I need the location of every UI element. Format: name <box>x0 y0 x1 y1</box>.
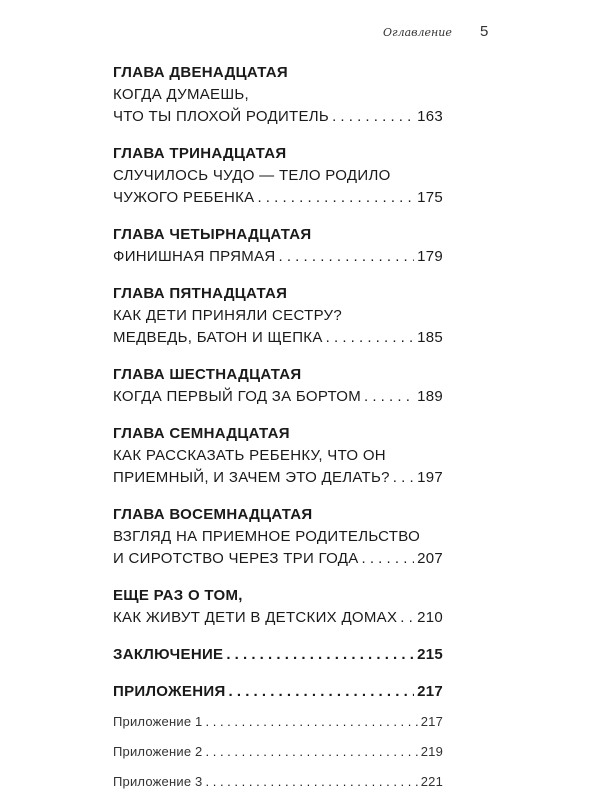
appendix-label: Приложение 2 <box>113 744 203 759</box>
chapter-heading: ЕЩЕ РАЗ О ТОМ, <box>113 587 243 604</box>
toc-entry-appendices <box>113 681 443 703</box>
chapter-title-line: ПРИЕМНЫЙ, И ЗАЧЕМ ЭТО ДЕЛАТЬ? <box>113 469 390 486</box>
chapter-title-line: ВЗГЛЯД НА ПРИЕМНОЕ РОДИТЕЛЬСТВО <box>113 528 421 545</box>
dot-leader <box>362 548 415 570</box>
dot-leader <box>393 467 414 489</box>
page-ref: 207 <box>417 550 443 567</box>
toc-entry-chapter-15 <box>113 283 443 349</box>
page-ref: 175 <box>417 189 443 206</box>
dot-leader <box>400 607 414 629</box>
dot-leader <box>326 327 414 349</box>
dot-leader <box>279 246 415 268</box>
appendix-label: Приложение 3 <box>113 774 203 789</box>
appendix-label: Приложение 1 <box>113 714 203 729</box>
chapter-title-line: ЧТО ТЫ ПЛОХОЙ РОДИТЕЛЬ <box>113 108 330 125</box>
chapter-heading: ГЛАВА ВОСЕМНАДЦАТАЯ <box>113 506 313 523</box>
toc-entry-appendix-2 <box>113 741 443 763</box>
dot-leader <box>206 771 418 793</box>
chapter-title-line: КОГДА ПЕРВЫЙ ГОД ЗА БОРТОМ <box>113 388 362 405</box>
toc-entry-chapter-18 <box>113 504 443 570</box>
chapter-heading: ГЛАВА ПЯТНАДЦАТАЯ <box>113 285 288 302</box>
page-ref: 215 <box>417 646 443 663</box>
page-number: 5 <box>480 23 489 40</box>
page-ref: 179 <box>417 248 443 265</box>
dot-leader <box>332 106 414 128</box>
page-ref: 217 <box>417 683 443 700</box>
dot-leader <box>229 681 415 703</box>
toc-entry-chapter-14 <box>113 224 443 268</box>
chapter-heading: ГЛАВА ШЕСТНАДЦАТАЯ <box>113 366 302 383</box>
page-ref: 217 <box>420 714 443 729</box>
toc-entry-chapter-16 <box>113 364 443 408</box>
dot-leader <box>206 711 418 733</box>
chapter-title-line: И СИРОТСТВО ЧЕРЕЗ ТРИ ГОДА <box>113 550 359 567</box>
toc-entry-chapter-12 <box>113 62 443 128</box>
chapter-title-line: МЕДВЕДЬ, БАТОН И ЩЕПКА <box>113 329 323 346</box>
dot-leader <box>226 644 414 666</box>
page-ref: 163 <box>417 108 443 125</box>
chapter-title-line: КАК РАССКАЗАТЬ РЕБЕНКУ, ЧТО ОН <box>113 447 386 464</box>
page-ref: 219 <box>420 744 443 759</box>
page-ref: 221 <box>420 774 443 789</box>
appendices-heading: ПРИЛОЖЕНИЯ <box>113 683 226 700</box>
dot-leader <box>257 187 414 209</box>
chapter-heading: ГЛАВА ТРИНАДЦАТАЯ <box>113 145 287 162</box>
toc-entry-appendix-3 <box>113 771 443 793</box>
toc-entry-chapter-17 <box>113 423 443 489</box>
table-of-contents <box>113 62 443 801</box>
page-ref: 210 <box>417 609 443 626</box>
toc-entry-chapter-13 <box>113 143 443 209</box>
chapter-heading: ГЛАВА СЕМНАДЦАТАЯ <box>113 425 290 442</box>
toc-entry-orphanages <box>113 585 443 629</box>
chapter-heading: ГЛАВА ДВЕНАДЦАТАЯ <box>113 64 288 81</box>
page-ref: 185 <box>417 329 443 346</box>
running-header: Оглавление <box>383 26 452 39</box>
chapter-title-line: КАК ДЕТИ ПРИНЯЛИ СЕСТРУ? <box>113 307 343 324</box>
page-ref: 197 <box>417 469 443 486</box>
chapter-title-line: КАК ЖИВУТ ДЕТИ В ДЕТСКИХ ДОМАХ <box>113 609 398 626</box>
dot-leader <box>364 386 414 408</box>
chapter-heading: ГЛАВА ЧЕТЫРНАДЦАТАЯ <box>113 226 312 243</box>
conclusion-heading: ЗАКЛЮЧЕНИЕ <box>113 646 224 663</box>
chapter-title-line: КОГДА ДУМАЕШЬ, <box>113 86 250 103</box>
chapter-title-line: ЧУЖОГО РЕБЕНКА <box>113 189 255 206</box>
dot-leader <box>206 741 418 763</box>
toc-entry-appendix-1 <box>113 711 443 733</box>
page-ref: 189 <box>417 388 443 405</box>
chapter-title-line: СЛУЧИЛОСЬ ЧУДО — ТЕЛО РОДИЛО <box>113 167 391 184</box>
chapter-title-line: ФИНИШНАЯ ПРЯМАЯ <box>113 248 276 265</box>
toc-entry-conclusion <box>113 644 443 666</box>
